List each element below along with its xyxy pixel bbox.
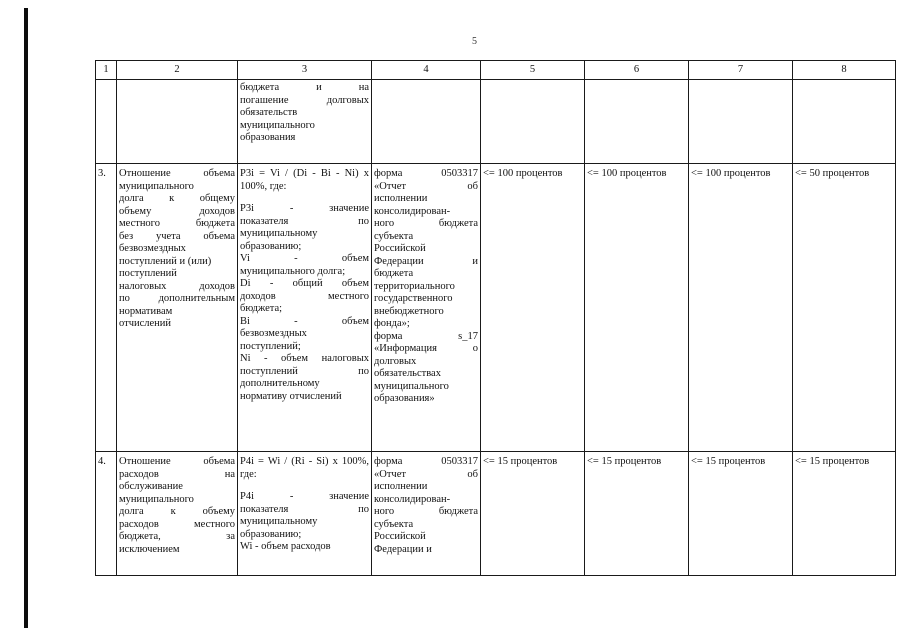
indicator-name: Отношение объема расходов на обслуживание муниципального долга к объему расходов местного бюджета, за исключением [117, 452, 238, 576]
calculation-method: P3i = Vi / (Di - Bi - Ni) x 100%, где: P3i - значение показателя по муниципальному образованию; Vi - объем муниципального долга; Di - общий объем доходов местного бюджета; Bi - объем безвозмездных поступлений; Ni - объем налоговых поступлений по дополнительному нормативу отчислений [238, 164, 372, 452]
target-value: <= 100 процентов [481, 164, 585, 452]
row-number: 3. [96, 164, 117, 452]
target-value: <= 50 процентов [793, 164, 896, 452]
table-row-indicator-3 [96, 164, 896, 452]
calculation-method: P4i = Wi / (Ri - Si) x 100%, где: P4i - значение показателя по муниципальному образованию; Wi - объем расходов [238, 452, 372, 576]
target-value: <= 15 процентов [481, 452, 585, 576]
target-value: <= 15 процентов [793, 452, 896, 576]
page-number: 5 [472, 36, 477, 47]
col-header: 6 [585, 61, 689, 80]
column-number-row [96, 61, 896, 80]
col-header: 8 [793, 61, 896, 80]
target-value: <= 15 процентов [585, 452, 689, 576]
target-value: <= 100 процентов [689, 164, 793, 452]
row-number: 4. [96, 452, 117, 576]
col-header: 7 [689, 61, 793, 80]
indicator-name: Отношение объема муниципального долга к общему объему доходов местного бюджета без учета объема безвозмездных поступлений и (или) поступлений налоговых доходов по дополнительным нормативам отчислений [117, 164, 238, 452]
formula: P3i = Vi / (Di - Bi - Ni) x 100%, где: [240, 168, 369, 192]
col-header: 1 [96, 61, 117, 80]
target-value: <= 15 процентов [689, 452, 793, 576]
data-source: форма 0503317 «Отчет об исполнении консолидирован- ного бюджета субъекта Российской Федерации и [372, 452, 481, 576]
method-cell: бюджета и на погашение долговых обязательств муниципального образования [238, 80, 372, 164]
data-source: форма 0503317 «Отчет об исполнении консолидирован- ного бюджета субъекта Российской Федерации и бюджета территориального государственного внебюджетного фонда»; форма s_17 «Информация о долговых обязательствах муниципального образования» [372, 164, 481, 452]
col-header: 3 [238, 61, 372, 80]
table-row-continuation [96, 80, 896, 164]
target-value: <= 100 процентов [585, 164, 689, 452]
scan-binding-edge [24, 8, 28, 628]
col-header: 5 [481, 61, 585, 80]
formula: P4i = Wi / (Ri - Si) x 100%, где: [240, 456, 369, 480]
col-header: 2 [117, 61, 238, 80]
col-header: 4 [372, 61, 481, 80]
indicators-table [95, 60, 896, 576]
table-row-indicator-4 [96, 452, 896, 576]
